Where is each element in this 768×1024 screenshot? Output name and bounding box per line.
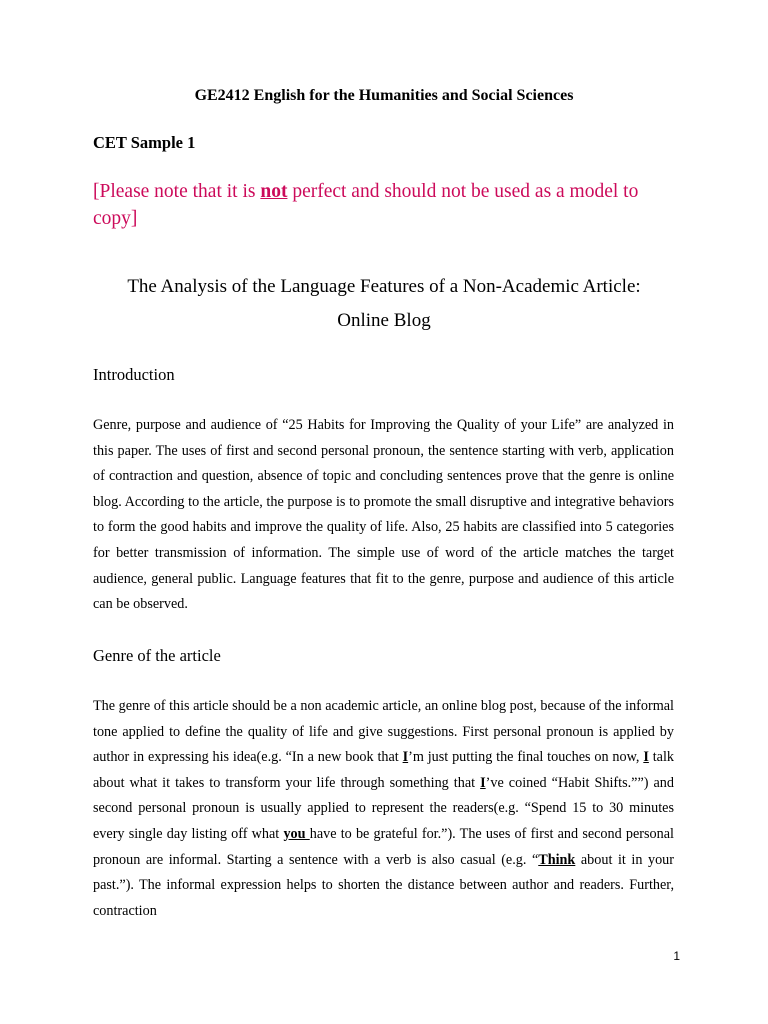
page-number: 1 — [673, 949, 680, 963]
emphasis-pronoun-you: you — [283, 825, 310, 842]
note-text-before: [Please note that it is — [93, 181, 261, 202]
section-heading-introduction: Introduction — [93, 365, 175, 384]
genre-text-4: ’ve coined “Habit Shifts.””) and second personal pronoun is usually applied to represent the readers(e.g. “Spend 15 to 30 minutes every single day listing off what — [93, 774, 674, 842]
sample-label: CET Sample 1 — [93, 133, 196, 152]
course-title: GE2412 English for the Humanities and Social Sciences — [194, 87, 574, 104]
emphasis-verb-think: Think — [538, 851, 576, 868]
note-text-after: perfect and should not be used as a model to copy] — [93, 181, 639, 229]
genre-text-5: have to be grateful for.”). The uses of first and second personal pronoun are informal. Starting a sentence with a verb is also casual (e.g. “ — [93, 825, 674, 868]
section-heading-genre: Genre of the article — [93, 646, 221, 665]
genre-text-3: talk about what it takes to transform your life through something that — [93, 749, 674, 791]
genre-text-1: The genre of this article should be a non academic article, an online blog post, because of the informal tone applied to define the quality of life and give suggestions. First personal pronoun is applied by author in expressing his idea(e.g. “In a new book that — [93, 698, 674, 766]
disclaimer-note — [93, 178, 683, 232]
note-emphasis: not — [260, 181, 288, 202]
genre-text-2: ’m just putting the final touches on now, — [408, 749, 644, 766]
emphasis-pronoun-i-1: I — [402, 749, 409, 766]
article-title-line-1: The Analysis of the Language Features of a Non-Academic Article: — [127, 276, 641, 297]
emphasis-pronoun-i-3: I — [480, 774, 486, 791]
article-title-line-2: Online Blog — [337, 310, 431, 331]
genre-paragraph — [93, 694, 674, 924]
genre-text-6: about it in your past.”). The informal expression helps to shorten the distance between author and readers. Further, contraction — [93, 851, 674, 919]
introduction-paragraph: Genre, purpose and audience of “25 Habits for Improving the Quality of your Life” are analyzed in this paper. The uses of first and second personal pronoun, the sentence starting with verb, application of contraction and question, absence of topic and concluding sentences prove that the genre is online blog. According to the article, the purpose is to promote the small disruptive and integrative behaviors to form the good habits and improve the quality of life. Also, 25 habits are classified into 5 categories for better transmission of information. The simple use of word of the article matches the target audience, general public. Language features that fit to the genre, purpose and audience of this article can be observed. — [93, 417, 674, 613]
article-title — [0, 270, 768, 338]
emphasis-pronoun-i-2: I — [643, 749, 649, 766]
